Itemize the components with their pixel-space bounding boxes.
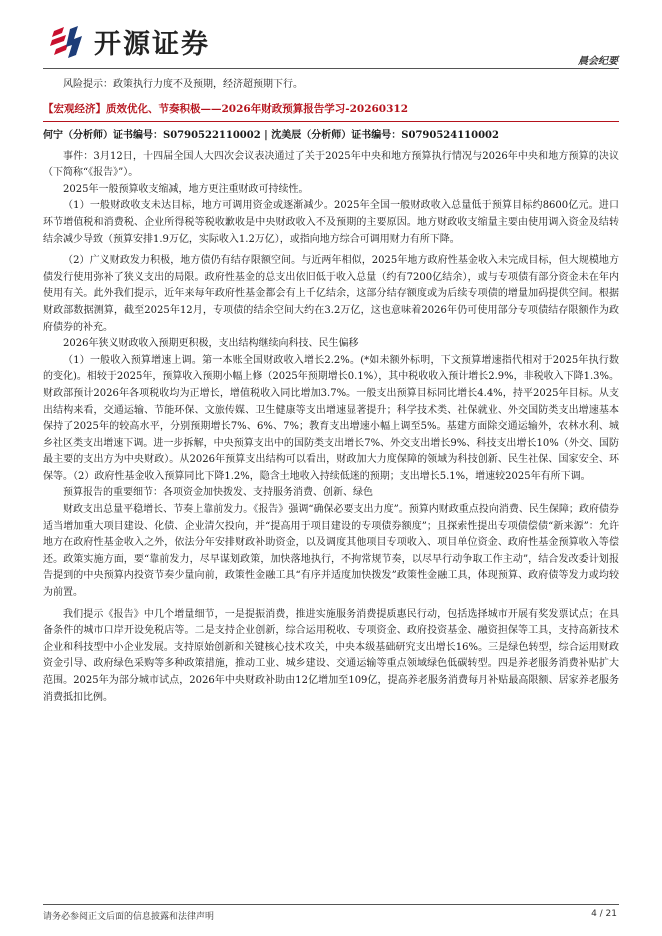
subheading-3: 预算报告的重要细节：各项资金加快拨发、支持服务消费、创新、绿色 — [63, 487, 373, 499]
paragraph-5: 我们提示《报告》中几个增量细节，一是提振消费，推进实施服务消费提质惠民行动，包括选择城市开展有奖发票试点；在具备条件的城市口岸开设免税店等。二是支持企业创新，综合运用税收、专项资金、政府投资基金、融资担保等工具，支持高新技术企业和科技型中小企业发展。支持原始创新和关键核心技术攻关，中央本级基础研究支出增长16%。三是绿色转型，综合运用财政资金引导、政府绿色采购等多种政策措施，推动工业、城乡建设、交通运输等重点领域绿色低碳转型。四是养老服务消费补贴扩大范围。2025年为部分城市试点，2026年中央财政补助由12亿增加至109亿，提高养老服务消费每月补贴最高限额、居家养老服务消费抵扣比例。 — [43, 608, 619, 703]
section-authors: 何宁（分析师）证书编号：S0790522110002 | 沈美辰（分析师）证书编号：S0790524110002 — [43, 130, 499, 142]
risk-line: 风险提示：政策执行力度不及预期，经济超预期下行。 — [63, 79, 303, 90]
section-divider — [43, 121, 619, 122]
subheading-1: 2025年一般预算收支缩减，地方更注重财政可持续性。 — [63, 183, 309, 195]
page-header — [0, 0, 662, 72]
section-title: 【宏观经济】质效优化、节奏积极——2026年财政预算报告学习-20260312 — [43, 102, 409, 115]
event-paragraph: 事件：3月12日，十四届全国人大四次会议表决通过了关于2025年中央和地方预算执行情况与2026年中央和地方预算的决议（下简称“《报告》”）。 — [43, 150, 619, 179]
brand-logo — [50, 22, 210, 61]
brand-logo-icon — [50, 25, 86, 59]
subheading-2: 2026年狭义财政收入预期更积极，支出结构继续向科技、民生偏移 — [63, 338, 359, 350]
footer-disclaimer: 请务必参阅正文后面的信息披露和法律声明 — [43, 912, 215, 922]
main-content — [43, 77, 619, 706]
footer-divider — [43, 904, 619, 905]
paragraph-2: （2）广义财政发力积极，地方债仍有结存限额空间。与近两年相似，2025年地方政府性基金收入未完成目标，但大规模地方债发行使用弥补了狭义支出的局限。政府性基金的总支出依旧低于收入总量（约有7200亿结余），或与专项债有部分资金未在年内使用有关。此外我们提示，近年来每年政府性基金都会有上千亿结余，这部分结存额度或为后续专项债的增量加码提供空间。根据财政部数据测算，截至2025年12月，专项债的结余空间大约在3.2万亿，这也意味着2026年仍可使用部分专项债结存限额作为政府债券的补充。 — [43, 255, 619, 333]
header-divider — [43, 68, 619, 69]
paragraph-3: （1）一般收入预算增速上调。第一本账全国财政收入增长2.2%。(*如未额外标明，下文预算增速指代相对于2025年执行数的变化)。相较于2025年，预算收入预期小幅上修（2025年预期增长0.1%），其中税收收入预计增长2.9%，非税收入下降1.3%。财政部预计2026年各项税收均为正增长，增值税收入同比增加3.7%。一般支出预算目标同比增长4.4%，持平2025年目标。从支出结构来看，交通运输、节能环保、文旅传媒、卫生健康等支出增速显著提升；科学技术类、社保就业、外交国防类支出增速基本保持了2025年的较高水平，分别预期增长7%、6%、7%；教育支出增速小幅上调至5%。基建方面除交通运输外，农林水利、城乡社区类支出增速下调。进一步拆解，中央预算支出中的国防类支出增长7%、外交支出增长9%、科技支出增长10%（外交、国防最主要的支出方为中央财政）。从2026年预算支出结构可以看出，财政加大力度保障的领域为科技创新、民生社保、国家安全、环保等。（2）政府性基金收入预算同比下降1.2%，隐含土地收入持续低迷的预期；支出增长5.1%，增速较2025年有所下调。 — [43, 354, 620, 482]
paragraph-4: 财政支出总量平稳增长、节奏上靠前发力。《报告》强调“确保必要支出力度”。预算内财政重点投向消费、民生保障；政府债券适当增加重大项目建设、化债、企业清欠投向，并“提高用于项目建设的专项债券额度”；且探索性提出专项债偿债“新来源”：允许地方在政府性基金收入之外，依法分年安排财政补助资金，以及调度其他项目专项收入、项目单位资金、政府性基金预算收入等偿还。政策实施方面，要“靠前发力，尽早谋划政策，加快落地执行，不拘常规节奏，以尽早行动争取工作主动”，结合发改委计划报告提到的中央预算内投资节奏少量向前，政策性金融工具“有序并适度加快拨发”政策性金融工具，体现预算、政府债等发力或均较为前置。 — [43, 504, 619, 599]
brand-name: 开源证券 — [94, 29, 210, 60]
paragraph-1: （1）一般财政收支未达目标，地方可调用资金或逐渐减少。2025年全国一般财政收入总量低于预算目标约8600亿元。进口环节增值税和消费税、企业所得税等税收歉收是中央财政收入不及预期的主要原因。地方财政收支缩量主要由使用调入资金及结转结余减少导致（预算安排1.9万亿，实际收入1.2万亿），或指向地方综合可调用财力有所下降。 — [43, 200, 619, 245]
report-type: 晨会纪要 — [578, 56, 618, 67]
page-number: 4 / 21 — [591, 909, 617, 919]
